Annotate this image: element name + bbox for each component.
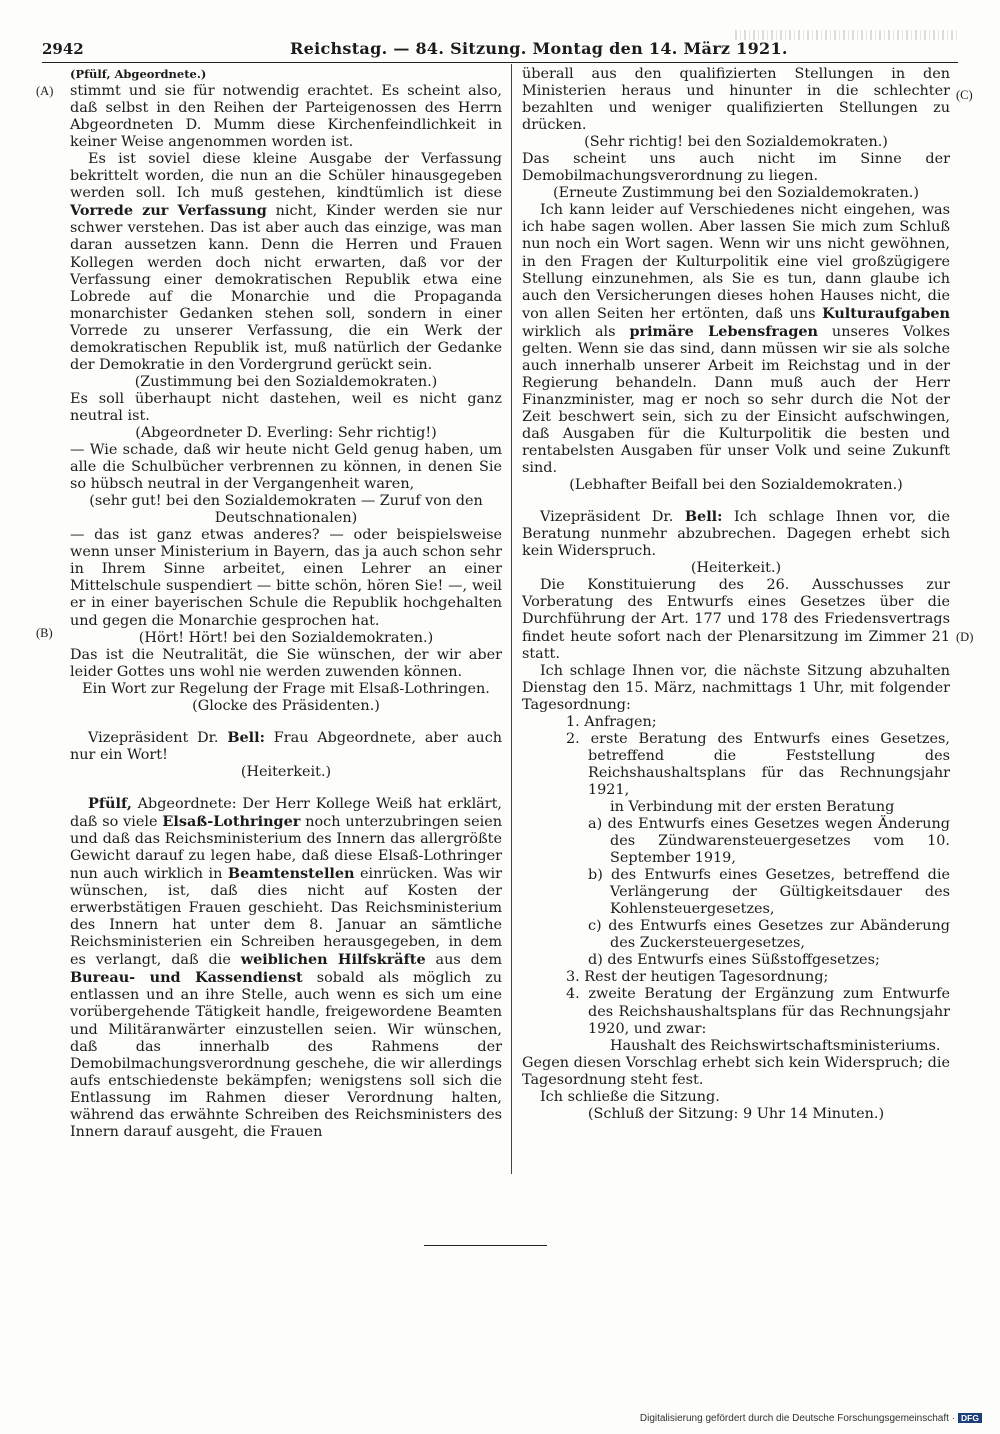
interjection: (Sehr richtig! bei den Sozialdemokraten.) [584,134,888,151]
dfg-logo: DFG [958,1413,982,1423]
page-header [42,36,952,64]
emphasis: Vorrede zur Verfassung [70,202,267,220]
closing-note: (Schluß der Sitzung: 9 Uhr 14 Minuten.) [587,1105,885,1122]
speech-paragraph: Pfülf, Abgeordnete: Der Herr Kollege Weiß hat erklärt, daß so viele Elsaß-Lothringer noch unterzubringen seien und daß das Reichsministerium des Innern das allergrößte Gewicht darauf zu legen habe, daß diese Elsaß-Lothringer nun auch wirklich in Beamtenstellen einrücken. Was wir wünschen, ist, daß dies nicht auf Kosten der erwerbstätigen Frauen geschieht. Das Reichsministerium des Innern hat unter dem 8. Januar an sämtliche Reichsministerien ein Schreiben herausgegeben, in dem es verlangt, daß die weiblichen Hilfskräfte aus dem Bureau- und Kassendienst sobald als möglich zu entlassen und an ihre Stelle, auch wenn es sich um eine vorübergehende Tätigkeit handle, freigewordene Beamten und Militäranwärter einzustellen seien. Wir wünschen, daß das innerhalb des Rahmens der Demobilmachungsverordnung geschehe, die wir allerdings aufs entschiedenste bekämpfen; wenigstens soll sich die Entlassung im Rahmen dieser Verordnung halten, während das erwähnte Schreiben des Reichsministers des Innern darauf ausgeht, die Frauen [70,794,503,1140]
paragraph: — das ist ganz etwas anderes? — oder beispielsweise wenn unser Ministerium in Bayern, das ja auch schon sehr in Ihrem Sinne arbeitet, einen Lehrer an einer Mittelschule suspendiert — bitte schön, hören Sie! —, weil er in einer bayerischen Schule die Republik hochgehalten und gegen die Monarchie gesprochen hat. [70,527,502,629]
agenda-subitem: a) des Entwurfs eines Gesetzes wegen Änderung des Zündwarensteuergesetzes vom 10. September 1919, [588,816,950,867]
interjection: (Abgeordneter D. Everling: Sehr richtig!) [135,424,437,441]
paragraph: Das scheint uns auch nicht im Sinne der Demobilmachungsverordnung zu liegen. [522,151,950,185]
paragraph: Ich schlage Ihnen vor, die nächste Sitzung abzuhalten Dienstag den 15. März, nachmittags 1 Uhr, mit folgender Tagesordnung: [522,662,950,713]
interjection: (Hört! Hört! bei den Sozialdemokraten.) [138,629,434,646]
left-column [70,66,502,1141]
header-rule [42,62,958,63]
paragraph: stimmt und sie für notwendig erachtet. Es scheint also, daß selbst in den Reihen der Parteigenossen des Herrn Abgeordneten D. Mumm diese Kirchenfeindlichkeit in keiner Weise angenommen worden ist. [70,83,502,151]
interjection: (Zustimmung bei den Sozialdemokraten.) [134,373,438,390]
emphasis: Kulturaufgaben [822,304,950,322]
speaker-name: Bell: [684,508,723,526]
paragraph: — Wie schade, daß wir heute nicht Geld genug haben, um alle die Schulbücher verbrennen zu können, in denen Sie so hübsch neutral in der Vergangenheit waren, [70,442,502,493]
paragraph: Die Konstituierung des 26. Ausschusses zur Vorberatung des Entwurfs eines Gesetzes über die Durchführung der Art. 177 und 178 des Friedensvertrags findet heute sofort nach der Plenarsitzung im Zimmer 21 statt. [522,577,950,662]
footer-credit [640,1413,982,1424]
interjection: (Glocke des Präsidenten.) [192,697,380,714]
emphasis: weiblichen Hilfskräfte [240,951,426,969]
interjection: (Heiterkeit.) [240,763,332,780]
paragraph: Es soll überhaupt nicht dastehen, weil es nicht ganz neutral ist. [70,390,502,424]
agenda-subitem: b) des Entwurfs eines Gesetzes, betreffend die Verlängerung der Gültigkeitsdauer des Kohlensteuergesetzes, [588,867,950,918]
page-number: 2942 [42,40,84,58]
interjection: (sehr gut! bei den Sozialdemokraten — Zuruf von den Deutschnationalen) [89,493,483,527]
margin-mark-d: (D) [956,630,974,644]
footer-text: Digitalisierung gefördert durch die Deutsche Forschungsgemeinschaft · [639,1413,956,1424]
speaker-tag: (Pfülf, Abgeordnete.) [70,67,207,81]
agenda-subitem: c) des Entwurfs eines Gesetzes zur Abänderung des Zuckersteuergesetzes, [588,918,950,952]
emphasis: Elsaß-Lothringer [162,812,301,830]
margin-mark-c: (C) [956,88,973,102]
chair-remark: Vizepräsident Dr. Bell: Ich schlage Ihnen vor, die Beratung nunmehr abzubrechen. Dagegen erhebt sich kein Widerspruch. [522,508,951,560]
interjection: (Erneute Zustimmung bei den Sozialdemokraten.) [553,185,919,202]
column-divider [511,64,512,1174]
agenda-subitem: Haushalt des Reichswirtschaftsministeriums. [610,1037,941,1054]
paragraph: Es ist soviel diese kleine Ausgabe der Verfassung bekrittelt worden, die nun an die Schüler hinausgegeben werden soll. Ich muß gestehen, kindtümlich ist diese Vorrede zur Verfassung nicht, Kinder werden sie nur schwer verstehen. Das ist aber auch das einzige, was man daran aussetzen kann. Denn die Herren und Frauen Kollegen werden doch nicht erwarten, daß vor der Verfassung einer demokratischen Republik etwa eine Lobrede auf die Monarchie und die Propaganda monarchister Gedanken stehen soll, sondern in einer Vorrede zu unserer Verfassung, die ein Werk der demokratischen Republik ist, muß natürlich der Gedanke der Demokratie in den Vordergrund gerückt sein. [70,151,502,373]
agenda-item: 2. erste Beratung des Entwurfs eines Gesetzes, betreffend die Feststellung des Reichshaushaltsplans für das Rechnungsjahr 1921, [566,730,950,798]
closing-rule [424,1245,547,1246]
interjection: (Lebhafter Beifall bei den Sozialdemokraten.) [569,477,903,494]
agenda-item: 4. zweite Beratung der Ergänzung zum Entwurfe des Reichshaushaltsplans für das Rechnungsjahr 1920, und zwar: [566,986,950,1037]
right-column [522,66,950,1123]
paragraph: Ich kann leider auf Verschiedenes nicht eingehen, was ich habe sagen wollen. Aber lassen Sie mich zum Schluß nun noch ein Wort sagen. Wenn wir uns nicht gewöhnen, in den Fragen der Kulturpolitik eine viel großzügigere Stellung einzunehmen, als Sie es tun, dann glaube ich auch den Versicherungen dieses hohen Hauses nicht, die von allen Seiten her ertönten, daß uns Kulturaufgaben wirklich als primäre Lebensfragen unseres Volkes gelten. Wenn sie das sind, dann müssen wir sie als solche auch innerhalb unserer Arbeit im Reichstag und in der Regierung behandeln. Dann muß auch der Herr Finanzminister, mag er noch so sehr durch die Not der Zeit beschwert sein, sich zu der Einsicht aufschwingen, daß Ausgaben für die Kulturpolitik die besten und rentabelsten Ausgaben für unser Volk und seine Zukunft sind. [522,202,950,477]
agenda-subitem: d) des Entwurfs eines Süßstoffgesetzes; [588,952,880,969]
speaker-name: Pfülf, [88,794,132,812]
emphasis: Beamtenstellen [227,865,355,883]
paragraph: Das ist die Neutralität, die Sie wünschen, der wir aber leider Gottes uns wohl nie werden zuwenden können. [70,646,502,680]
emphasis: primäre Lebensfragen [629,322,819,340]
paragraph: Gegen diesen Vorschlag erhebt sich kein Widerspruch; die Tagesordnung steht fest. [522,1054,950,1088]
agenda-item: 1. Anfragen; [566,713,657,730]
margin-mark-a: (A) [36,84,54,98]
paragraph: überall aus den qualifizierten Stellungen in den Ministerien heraus und hinunter in die schlechter bezahlten und weniger qualifizierten Stellungen zu drücken. [522,66,950,134]
emphasis: Bureau- und Kassendienst [70,969,303,987]
margin-mark-b: (B) [36,626,53,640]
interjection: (Heiterkeit.) [690,560,782,577]
agenda-subhead: in Verbindung mit der ersten Beratung [610,798,895,815]
speaker-name: Bell: [227,728,265,746]
chair-remark: Vizepräsident Dr. Bell: Frau Abgeordnete, aber auch nur ein Wort! [70,728,503,763]
paragraph: Ich schließe die Sitzung. [540,1088,720,1105]
paragraph: Ein Wort zur Regelung der Frage mit Elsaß-Lothringen. [82,680,490,697]
running-title: Reichstag. — 84. Sitzung. Montag den 14. März 1921. [290,39,788,58]
agenda-item: 3. Rest der heutigen Tagesordnung; [566,969,829,986]
